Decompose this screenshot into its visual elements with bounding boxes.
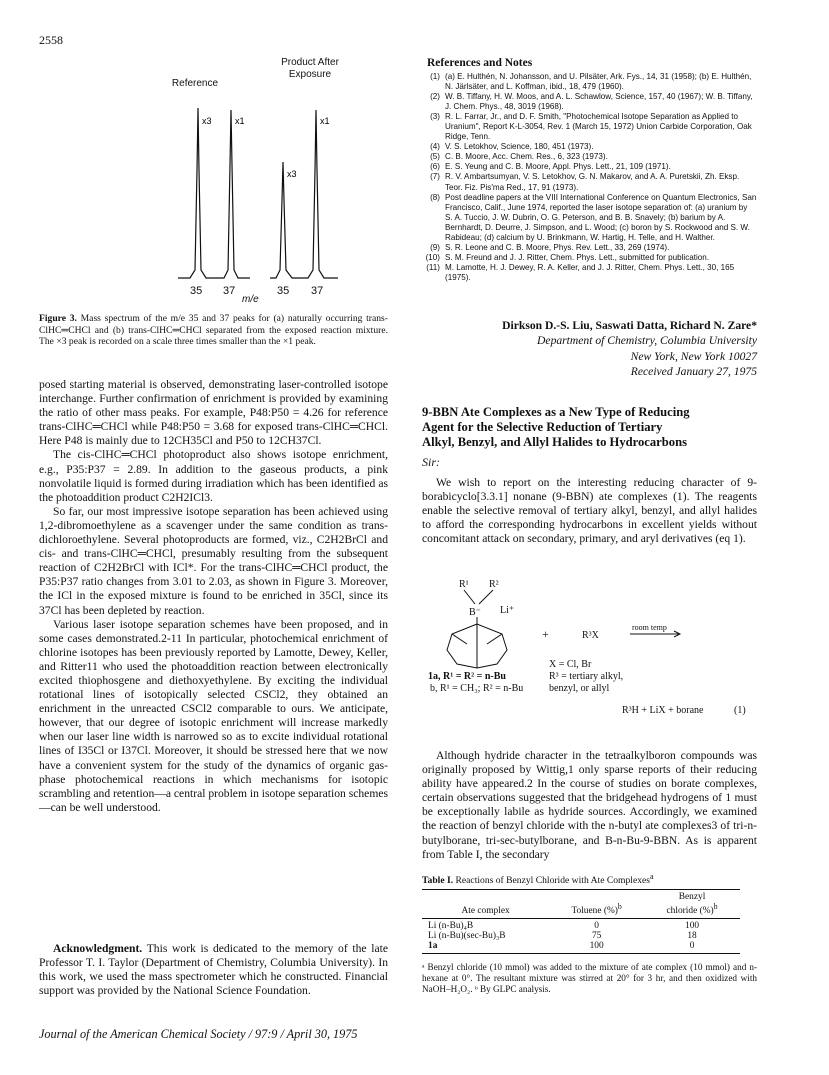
scheme-r2: R² — [489, 579, 499, 590]
table-footnote: ᵃ Benzyl chloride (10 mmol) was added to the mixture of ate complex (10 mmol) and n-hexane at 0°. The resultant mixture was stirred at 20° for 3 hr, and then oxidized with NaOH–H₂O₂. ᵇ By GLPC analysis. — [422, 962, 757, 995]
journal-footer: Journal of the American Chemical Society / 97:9 / April 30, 1975 — [39, 1027, 358, 1041]
scheme-x-def: X = Cl, Br — [549, 659, 592, 670]
reference-item: (4) V. S. Letokhov, Science, 180, 451 (1973). — [430, 142, 594, 152]
reference-item: (10) S. M. Freund and J. J. Ritter, Chem. Phys. Lett., submitted for publication. — [425, 252, 710, 262]
table-title-text: Reactions of Benzyl Chloride with Ate Complexes — [455, 875, 651, 887]
tick-37-a: 37 — [223, 285, 236, 297]
prod-x1-label: x1 — [320, 116, 330, 126]
scheme-r1: R¹ — [459, 579, 469, 590]
table-row: Li (n-Bu)₄B 0 100 — [428, 921, 700, 932]
references-heading: References and Notes — [427, 57, 533, 69]
author-dept: Department of Chemistry, Columbia University — [537, 334, 757, 348]
table-title — [422, 872, 757, 886]
references-list — [422, 72, 757, 283]
label-product-2: Exposure — [288, 69, 332, 80]
reference-item: (6) E. S. Yeung and C. B. Moore, Appl. Phys. Lett., 21, 109 (1971). — [430, 162, 671, 172]
scheme-arrow-label: room temp — [632, 623, 667, 632]
article2-p2: Although hydride character in the tetraalkylboron compounds was originally proposed by Wittig,1 only sparse reports of their reducing ability have appeared.2 In the course of studies on borate complexes, certain observations suggested that the bridgehead hydrogens of 1 must be exceptionally labile as hydride sources. Accordingly, we examined the reaction of benzyl chloride with the n-butyl ate complexes3 of tri-n-butylborane, tri-sec-butylborane, and B-n-Bu-9-BBN. As is apparent from Table I, the secondary — [422, 749, 757, 861]
acknowledgment — [39, 942, 388, 998]
reference-item: (8) Post deadline papers at the VIII International Conference on Quantum Electronics, San Francisco, Calif., June 1974, reported the laser isotope separation of: (a) uranium by S. A. Tuccio, J. W. Dubrin, O. G. Peterson, and B. B. Snavely; (b) barium by A. Bernhardt, D. Deurre, J. Simpson, and L. Wood; (c) boron by S. Rockwood and S. W. Rabideau; (d) calcium by U. Brinkmann, W. Hartig, H. Telle, and H. Walther. — [430, 192, 757, 242]
scheme-1a: 1a, R¹ = R² = n-Bu — [428, 671, 506, 682]
page-number: 2558 — [39, 33, 63, 47]
reference-item: (11) M. Lamotte, H. J. Dewey, R. A. Keller, and J. J. Ritter, Chem. Phys. Lett., 30, 165 (1975). — [426, 262, 735, 282]
table-reactions — [422, 892, 740, 956]
scheme-products: R³H + LiX + borane — [622, 705, 704, 716]
left-p3: So far, our most impressive isotope separation has been achieved using 1,2-dibromoethylene as a scavenger under the same condition as trans-dichloroethylene. Several photoproducts are formed, viz., C2H2BrCl and cis- and trans-ClHC═CHCl, presumably resulting from the subsequent reaction of C2H2BrCl with ICl*. For the trans-ClHC═CHCl product, the P35:P37 ratio changes from 3.01 to 2.03, as shown in Figure 3. Moreover, the ICl in the exposed mixture is found to be enriched in 35Cl, since its 37Cl has been depleted by reaction. — [39, 504, 388, 617]
col-header-toluene: Toluene (%)$^b$ — [571, 902, 622, 917]
reference-item: (2) W. B. Tiffany, H. W. Moos, and A. L. Schawlow, Science, 157, 40 (1967); W. B. Tiffany, J. Chem. Phys., 48, 3019 (1968). — [430, 92, 753, 112]
ack-text: This work is dedicated to the memory of the late Professor T. I. Taylor (Department of Chemistry, Columbia University). In this work, we used the mass spectrometer which he constructed. Financial support was provided by the National Science Foundation. — [39, 942, 388, 998]
left-column — [39, 378, 388, 815]
table-row: 1a 100 0 — [428, 941, 695, 952]
reference-item: (7) R. V. Ambartsumyan, V. S. Letokhov, G. N. Makarov, and A. A. Puretskii, Zh. Eksp. Teor. Fiz. Pis'ma Red., 17, 91 (1973). — [430, 172, 740, 192]
table-rule-top — [422, 889, 740, 890]
tick-37-b: 37 — [311, 285, 324, 297]
tick-35-a: 35 — [190, 285, 203, 297]
left-p4: Various laser isotope separation schemes have been proposed, and in some cases demonstrated.2-11 In particular, photochemical enrichment of chlorine isotopes has been previously reported by Lamotte, Dewey, Keller, and Ritter11 who used the photoaddition reaction between electronically excited thiophosgene and diethoxyethylene. By exciting the individual rotational lines of isotopically selected CSCl2, they obtained an enrichment in the unreacted CSCl2 comparable to ours. We anticipate, however, that our degree of isotopic enrichment will increase markedly when our laser line width is narrowed so as to excite individual rotational lines of I35Cl or I37Cl. Moreover, it should be stressed here that we now have a convenient system for the study of the dynamics of organic gas-phase photochemical reactions in which mechanisms for isotopic scrambling and retention—a central problem in isotope separation schemes—can be well understood. — [39, 617, 388, 814]
label-reference: Reference — [171, 78, 219, 89]
ack-lead: Acknowledgment. — [53, 942, 143, 955]
scheme-r3-def2: benzyl, or allyl — [549, 683, 610, 694]
axis-label-me: m/e — [242, 294, 259, 305]
title-line-3: Alkyl, Benzyl, and Allyl Halides to Hydrocarbons — [422, 435, 687, 449]
article-title — [422, 405, 762, 450]
title-line-2: Agent for the Selective Reduction of Tertiary — [422, 420, 663, 434]
reference-item: (3) R. L. Farrar, Jr., and D. F. Smith, "Photochemical Isotope Separation as Applied to Uranium", Report K-L-3054, Rev. 1 (March 15, 1972) Union Carbide Corporation, Oak Ridge, Tenn. — [430, 112, 752, 142]
author-block — [422, 318, 757, 379]
col-header-benzyl: Benzyl chloride (%)$^b$ — [666, 892, 718, 917]
table-title-lead: Table I. — [422, 875, 454, 887]
reference-item: (9) S. R. Leone and C. B. Moore, Phys. Rev. Lett., 33, 269 (1974). — [430, 242, 670, 252]
figure-caption — [39, 313, 388, 348]
left-p1: posed starting material is observed, demonstrating laser-controlled isotope interchange. Further confirmation of enrichment is provided by examining the ratio of other mass peaks. For example, P48:P50 = 4.26 for reference trans-ClHC═CHCl while P48:P50 = 3.68 for exposed trans-ClHC═CHCl. Here P48 is mainly due to 12CH35Cl and P50 to 12CH37Cl. — [39, 378, 388, 448]
ref-x3-label: x3 — [202, 116, 212, 126]
title-line-1: 9-BBN Ate Complexes as a New Type of Reducing — [422, 405, 690, 419]
caption-lead: Figure 3. — [39, 313, 77, 324]
salutation: Sir: — [422, 455, 440, 469]
mass-spectrum-figure — [120, 50, 380, 312]
prod-x3-label: x3 — [287, 169, 297, 179]
caption-text: Mass spectrum of the m/e 35 and 37 peaks for (a) naturally occurring trans-ClHC═CHCl and (b) trans-ClHC═CHCl separated from the exposed reaction mixture. The ×3 peak is recorded on a scale three times smaller than the ×1 peak. — [39, 313, 388, 348]
table-row: Li (n-Bu)(sec-Bu)₃B 75 18 — [428, 931, 697, 942]
reaction-scheme — [422, 572, 762, 742]
product-trace — [270, 110, 338, 278]
ref-x1-label: x1 — [235, 116, 245, 126]
label-product-1: Product After — [281, 57, 339, 68]
author-names: Dirkson D.-S. Liu, Saswati Datta, Richard N. Zare* — [502, 319, 757, 332]
scheme-rx: R³X — [582, 630, 599, 641]
col-header-ate: Ate complex — [461, 906, 510, 917]
received-date: Received January 27, 1975 — [630, 364, 757, 378]
scheme-plus: + — [542, 627, 549, 641]
scheme-r3-def1: R³ = tertiary alkyl, — [549, 671, 624, 682]
table-title-sup: a — [650, 872, 654, 881]
reference-item: (1) (a) E. Hulthén, N. Johansson, and U. Pilsäter, Ark. Fys., 14, 31 (1958); (b) E. Hulthén, N. Järlsäter, and L. Koffman, ibid., 18, 479 (1960). — [430, 72, 752, 92]
scheme-boron: B⁻ — [469, 607, 481, 618]
reference-item: (5) C. B. Moore, Acc. Chem. Res., 6, 323 (1973). — [430, 152, 608, 162]
bicyclic-structure — [447, 590, 507, 668]
reference-trace — [178, 108, 250, 278]
scheme-1b: b, R¹ = CH₃; R² = n-Bu — [430, 683, 524, 694]
scheme-eq-num: (1) — [734, 705, 746, 716]
scheme-li: Li⁺ — [500, 605, 515, 616]
author-city: New York, New York 10027 — [630, 349, 757, 363]
left-p2: The cis-ClHC═CHCl photoproduct also shows isotope enrichment, e.g., P35:P37 = 2.89. In addition to the gaseous products, a pink nonvolatile liquid is formed during irradiation which has been identified as the photoaddition product C2H2ICl3. — [39, 448, 388, 504]
tick-35-b: 35 — [277, 285, 290, 297]
article2-p1: We wish to report on the interesting reducing character of 9-borabicyclo[3.3.1] nonane (9-BBN) ate complexes (1). The reagents enable the selective removal of tertiary alkyl, benzyl, and allyl halides to afford the corresponding hydrocarbons in excellent yields without concomitant attack on secondary, primary, and aryl derivatives (eq 1). — [422, 476, 757, 546]
